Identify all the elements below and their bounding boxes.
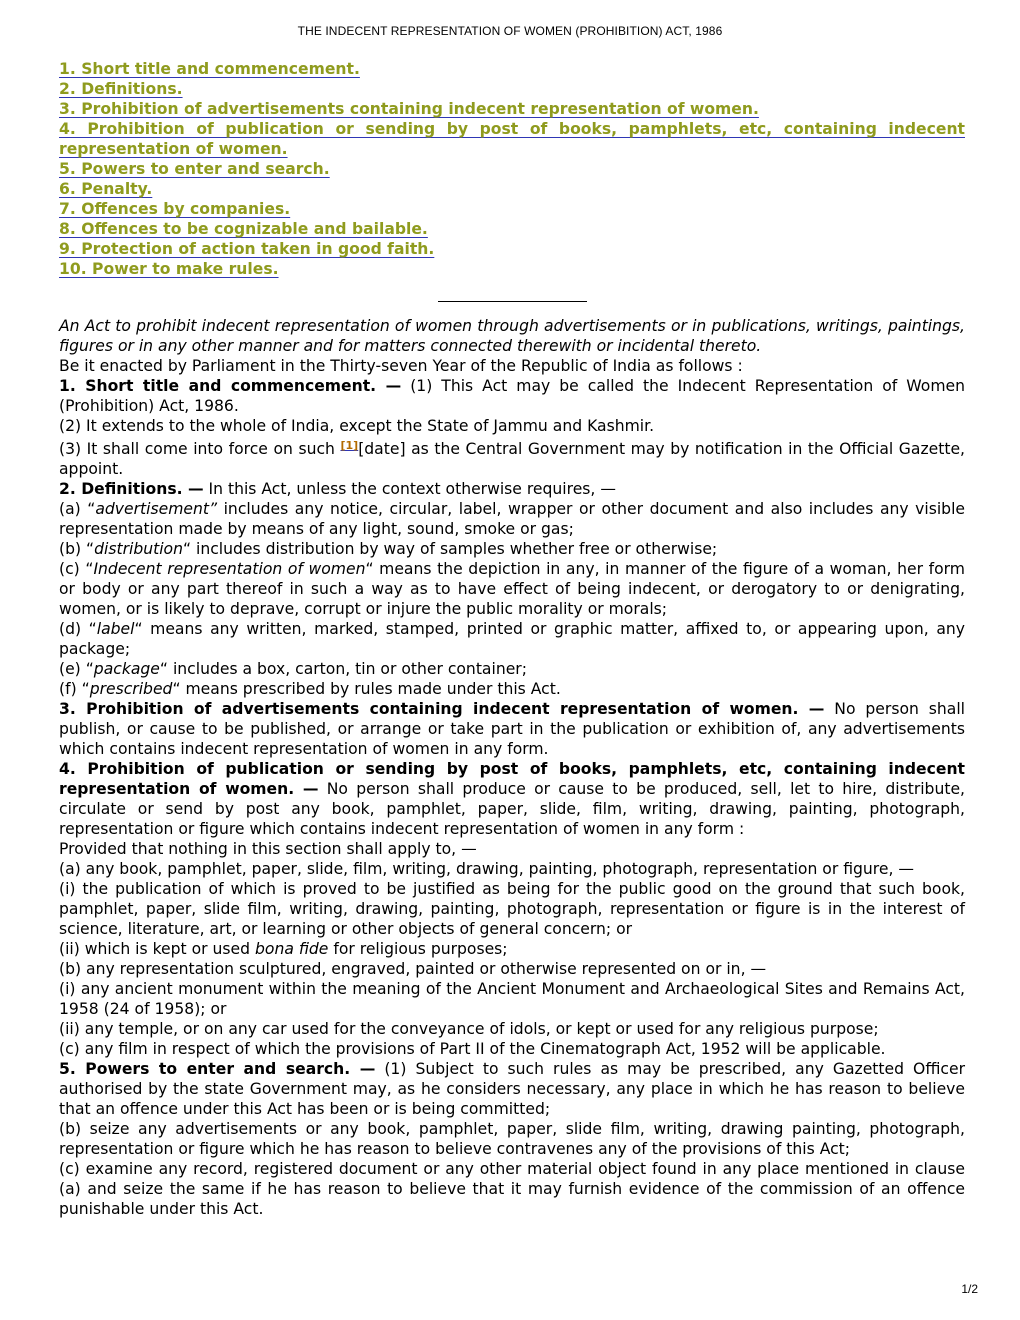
section-5-clause-c: (c) examine any record, registered document or any other material object found in any place mentioned in clause (a) and seize the same if he has reason to believe that it may furnish evidence of the commission of an offence punishable under this Act. [59,1160,965,1218]
toc-link-7[interactable]: 7. Offences by companies. [59,200,291,218]
section-4-proviso: Provided that nothing in this section shall apply to, — [59,840,477,858]
section-1-clause-2: (2) It extends to the whole of India, except the State of Jammu and Kashmir. [59,417,655,435]
section-4-clause-b-i: (i) any ancient monument within the meaning of the Ancient Monument and Archaeological Sites and Remains Act, 1958 (24 of 1958); or [59,980,965,1018]
toc-link-2[interactable]: 2. Definitions. [59,80,183,98]
enacting-clause: Be it enacted by Parliament in the Thirty-seven Year of the Republic of India as follows : [59,357,743,375]
section-3: 3. Prohibition of advertisements containing indecent representation of women. — No person shall publish, or cause to be published, or arrange or take part in the publication or exhibition of, any advertisements which contains indecent representation of women in any form. [59,700,965,758]
definition-d: (d) “label“ means any written, marked, stamped, printed or graphic matter, affixed to, or appearing upon, any package; [59,620,965,658]
section-3-heading: 3. Prohibition of advertisements containing indecent representation of women. — [59,700,825,718]
toc-link-3[interactable]: 3. Prohibition of advertisements containing indecent representation of women. [59,100,759,118]
section-4-clause-a-ii: (ii) which is kept or used bona fide for religious purposes; [59,940,508,958]
page-number: 1/2 [961,1282,978,1296]
section-1-heading: 1. Short title and commencement. — [59,377,402,395]
toc-link-4[interactable]: 4. Prohibition of publication or sending by post of books, pamphlets, etc, containing indecent representation of women. [59,120,965,158]
divider [438,301,587,302]
section-5-clause-b: (b) seize any advertisements or any book, pamphlet, paper, slide film, writing, drawing painting, photograph, representation or figure which he has reason to believe contravenes any of the provisions of this Act; [59,1120,965,1158]
section-1: 1. Short title and commencement. — (1) This Act may be called the Indecent Representation of Women (Prohibition) Act, 1986. [59,377,965,415]
toc-link-5[interactable]: 5. Powers to enter and search. [59,160,330,178]
section-4-clause-c: (c) any film in respect of which the provisions of Part II of the Cinematograph Act, 1952 will be applicable. [59,1040,886,1058]
preamble: An Act to prohibit indecent representation of women through advertisements or in publications, writings, paintings, figures or in any other manner and for matters connected therewith or incidental thereto. [59,317,965,355]
table-of-contents [59,59,965,279]
section-2: 2. Definitions. — In this Act, unless the context otherwise requires, — [59,480,616,498]
section-4-clause-a-i: (i) the publication of which is proved to be justified as being for the public good on the ground that such book, pamphlet, paper, slide film, writing, drawing, painting, photograph, representation or figure is in the interest of science, literature, art, or learning or other objects of general concern; or [59,880,965,938]
definition-a: (a) “advertisement” includes any notice, circular, label, wrapper or other document and also includes any visible representation made by means of any light, sound, smoke or gas; [59,500,965,538]
section-4-clause-b-ii: (ii) any temple, or on any car used for the conveyance of idols, or kept or used for any religious purpose; [59,1020,879,1038]
toc-link-6[interactable]: 6. Penalty. [59,180,153,198]
section-4: 4. Prohibition of publication or sending by post of books, pamphlets, etc, containing indecent representation of women. — No person shall produce or cause to be produced, sell, let to hire, distribute, circulate or send by post any book, pamphlet, paper, slide, film, writing, drawing, painting, photograph, representation or figure which contains indecent representation of women in any form : [59,760,966,838]
definition-f: (f) “prescribed“ means prescribed by rules made under this Act. [59,680,561,698]
section-1-clause-3: (3) It shall come into force on such [1][date] as the Central Government may by notification in the Official Gazette, appoint. [59,439,965,478]
definition-e: (e) “package“ includes a box, carton, tin or other container; [59,660,527,678]
page-header: THE INDECENT REPRESENTATION OF WOMEN (PROHIBITION) ACT, 1986 [297,24,723,38]
section-4-clause-a: (a) any book, pamphlet, paper, slide, film, writing, drawing, painting, photograph, representation or figure, — [59,860,914,878]
act-document [59,59,965,1219]
definition-b: (b) “distribution“ includes distribution by way of samples whether free or otherwise; [59,540,718,558]
toc-link-8[interactable]: 8. Offences to be cognizable and bailable. [59,220,428,238]
section-4-heading: 4. Prohibition of publication or sending by post of books, pamphlets, etc, containing indecent representation of women. — [59,760,965,798]
toc-link-9[interactable]: 9. Protection of action taken in good faith. [59,240,435,258]
section-5-heading: 5. Powers to enter and search. — [59,1060,376,1078]
section-2-heading: 2. Definitions. — [59,480,204,498]
section-4-clause-b: (b) any representation sculptured, engraved, painted or otherwise represented on or in, — [59,960,767,978]
toc-link-10[interactable]: 10. Power to make rules. [59,260,279,278]
definition-c: (c) “Indecent representation of women“ means the depiction in any, in manner of the figure of a woman, her form or body or any part thereof in such a way as to have effect of being indecent, or derogatory to or denigrating, women, or is likely to deprave, corrupt or injure the public morality or morals; [59,560,965,618]
section-5: 5. Powers to enter and search. — (1) Subject to such rules as may be prescribed, any Gazetted Officer authorised by the state Government may, as he considers necessary, any place in which he has reason to believe that an offence under this Act has been or is being committed; [59,1060,965,1118]
footnote-link[interactable]: [1] [340,439,359,452]
toc-link-1[interactable]: 1. Short title and commencement. [59,60,360,78]
